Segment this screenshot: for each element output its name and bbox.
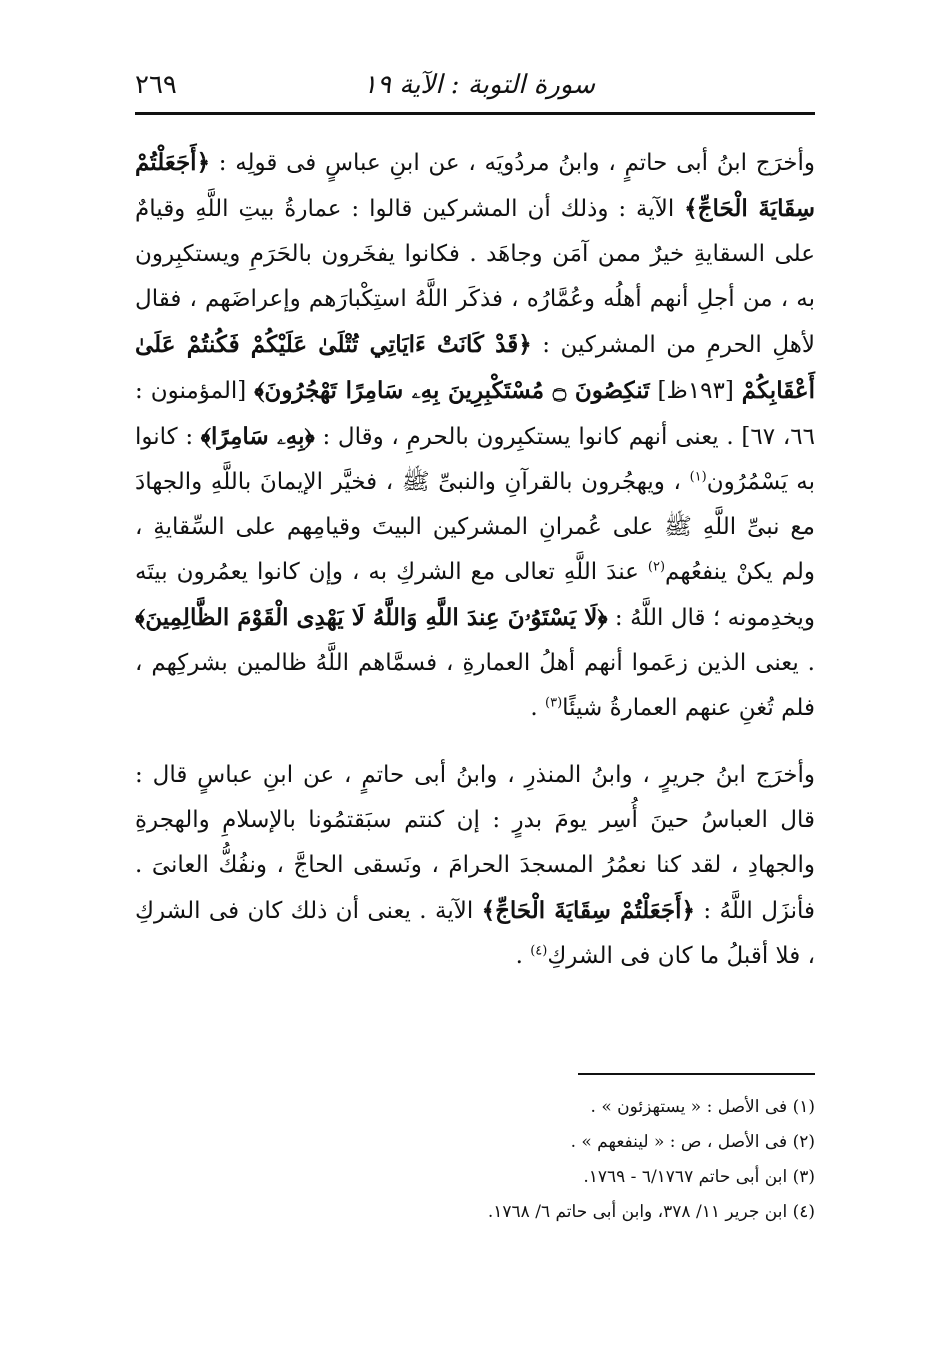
text-segment: وأخرَج ابنُ جريرٍ ، وابنُ المنذرِ ، وابنُ أبى حاتمٍ ، عن ابنِ عباسٍ قال : قال العباسُ حينَ أُسِر يومَ بدرٍ : إن كنتم سبَقتمُونا بالإسلامِ والهجرةِ والجهادِ ، لقد كنا نعمُرُ المسجدَ الحرامَ ، ونَسقى الحاجَّ ، ونفُكُّ العانىَ . فأنزَل اللَّهُ : <box>135 762 816 924</box>
text-segment: الآية : وذلك أن المشركين قالوا : عمارةُ بيتِ اللَّهِ وقيامٌ على السقايةِ خيرٌ ممن آمَن وجاهَد . فكانوا يفخَرون بالحَرَمِ ويستكبِرون به ، من أجلِ أنهم أهلُه وعُمَّارُه ، فذكَر اللَّهُ استِكْبارَهم وإعراضَهم ، فقال لأهلِ الحرمِ من المشركين : <box>135 196 815 358</box>
text-segment: . يعنى الذين زعَموا أنهم أهلُ العمارةِ ، فسمَّاهم اللَّهُ ظالمين بشركِهم ، فلم تُغنِ عنهم العمارةُ شيئًا <box>135 650 815 721</box>
footnote-3: (٣) ابن أبى حاتم ٦/١٧٦٧ - ١٧٦٩. <box>583 1167 815 1187</box>
quran-quote: ﴿أَجَعَلْتُمْ سِقَايَةَ الْحَاجِّ﴾ <box>481 897 695 924</box>
quran-quote: ﴿لَا يَسْتَوُۥنَ عِندَ اللَّهِ وَاللَّهُ لَا يَهْدِى الْقَوْمَ الظَّالِمِينَ﴾ <box>135 604 608 631</box>
text-segment: . <box>530 695 545 721</box>
footnote-rule <box>578 1073 815 1075</box>
quran-quote: ﴿أَجَعَلْتُمْ سِقَايَةَ الْحَاجِّ﴾ <box>135 149 815 222</box>
text-segment: وأخرَج ابنُ أبى حاتمٍ ، وابنُ مردُويَه ، عن ابنِ عباسٍ فى قولِه : <box>210 150 815 176</box>
footnote-marker: (٣) <box>545 695 563 711</box>
text-segment: : كانوا به يَسْمُرُون <box>135 424 815 495</box>
footnotes <box>135 1090 815 1230</box>
main-text <box>135 140 815 1001</box>
footnote-marker: (٢) <box>647 559 666 575</box>
paragraph-1 <box>135 140 815 731</box>
header-rule <box>135 112 815 115</box>
quran-quote: تَنكِصُونَ ۝ مُسْتَكْبِرِينَ بِهِۦ سَامِرًا تَهْجُرُونَ﴾ <box>254 377 650 404</box>
running-header <box>135 64 815 108</box>
surah-title: سورة التوبة : الآية ١٩ <box>363 70 595 100</box>
footnote-2: (٢) فى الأصل ، ص : « لينفعهم » . <box>570 1132 815 1152</box>
footnote-marker: (١) <box>689 469 707 485</box>
text-segment: . <box>515 943 531 969</box>
footnote-4: (٤) ابن جرير ١١/ ٣٧٨، وابن أبى حاتم ٦/ ١٧٦٨. <box>487 1202 815 1222</box>
footnote-1: (١) فى الأصل : « يستهزئون » . <box>590 1097 815 1117</box>
manuscript-ref: [١٩٣ظ] <box>649 378 742 404</box>
quran-quote: ﴿قَدْ كَانَتْ ءَايَاتِي تُتْلَىٰ عَلَيْكُمْ فَكُنتُمْ عَلَىٰ أَعْقَابِكُمْ <box>135 331 815 404</box>
text-segment: عندَ اللَّهِ تعالى مع الشركِ به ، وإن كانوا يعمُرون بيتَه ويخدِمونه ؛ قال اللَّهُ : <box>135 559 815 631</box>
page-number: ٢٦٩ <box>135 70 177 100</box>
text-segment: [المؤمنون : ٦٦، ٦٧] . يعنى أنهم كانوا يستكبِرون بالحرمِ ، وقال : <box>135 378 815 450</box>
paragraph-2 <box>135 753 815 979</box>
footnote-marker: (٤) <box>530 943 548 959</box>
quran-quote: ﴿بِهِۦ سَامِرًا﴾ <box>200 423 315 450</box>
text-segment: الآية . يعنى أن ذلك كان فى الشركِ ، فلا أقبلُ ما كان فى الشركِ <box>135 898 815 969</box>
text-segment: ، ويهجُرون بالقرآنِ والنبىِّ ﷺ ، فخيَّر الإيمانَ باللَّهِ والجهادَ مع نبىِّ اللَّهِ ﷺ على عُمرانِ المشركين البيتَ وقيامِهم على السِّقايةِ ، ولم يكنْ ينفعُهم <box>135 469 815 585</box>
